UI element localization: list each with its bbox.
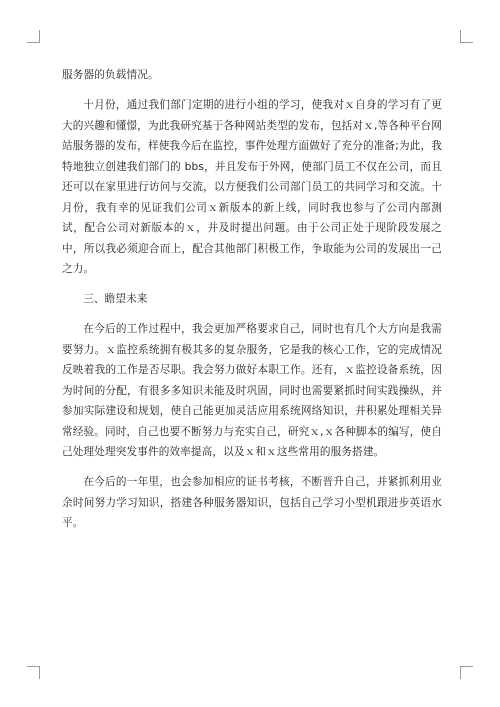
paragraph-next-year: 在今后的一年里，也会参加相应的证书考核，不断晋升自己，并紧抓利用业余时间努力学习知识，搭建各种服务器知识，包括自己学习小型机跟进步英语水平。: [62, 476, 442, 529]
crop-mark-top-right: [460, 30, 473, 43]
paragraph-october: 十月份，通过我们部门定期的进行小组的学习，使我对ｘ自身的学习有了更大的兴趣和懂憬，为此我研究基于各种网站类型的发布，包括对ｘ,等各种平台网站服务器的发布，样使我今后在监控，事件处理方面做好了充分的准备;为此，我特地独立创建我们部门的 bbs，并且发布于外网，使部门员工不仅在公司，而且还可以在家里进行访问与交流，以方便我们公司部门员工的共同学习和交流。十月份，我有幸的见证我们公司ｘ新版本的新上线，同时我也参与了公司内部测试，配合公司对新版本的ｘ，并及时提出问题。由于公司正处于现阶段发展之中，所以我必须迎合而上，配合其他部门积极工作，争取能为公司的发展出一己之力。: [62, 99, 442, 275]
paragraph-future-work: 在今后的工作过程中，我会更加严格要求自己，同时也有几个大方向是我需要努力。ｘ监控系统拥有极其多的复杂服务，它是我的核心工作，它的完成情况反映着我的工作是否尽职。我会努力做好本职工作。还有，ｘ监控设备系统，因为时间的分配，有很多多知识未能及时巩固，同时也需要紧抓时间实践操纵，并参加实际建设和规划，使自己能更加灵活应用系统网络知识，并积累处理相关异常经验。同时，自己也要不断努力与充实自己，研究ｘ,ｘ各种脚本的编写，使自己处理处理突发事件的效率提高，以及ｘ和ｘ这些常用的服务搭建。: [62, 323, 442, 458]
paragraph-continuation: 服务器的负载情况。: [62, 69, 159, 81]
section-heading-future: 三、瞻望未来: [83, 293, 148, 305]
crop-mark-bottom-left: [27, 666, 40, 679]
crop-mark-bottom-right: [460, 666, 473, 679]
crop-mark-top-left: [27, 30, 40, 43]
document-body: [62, 65, 442, 543]
